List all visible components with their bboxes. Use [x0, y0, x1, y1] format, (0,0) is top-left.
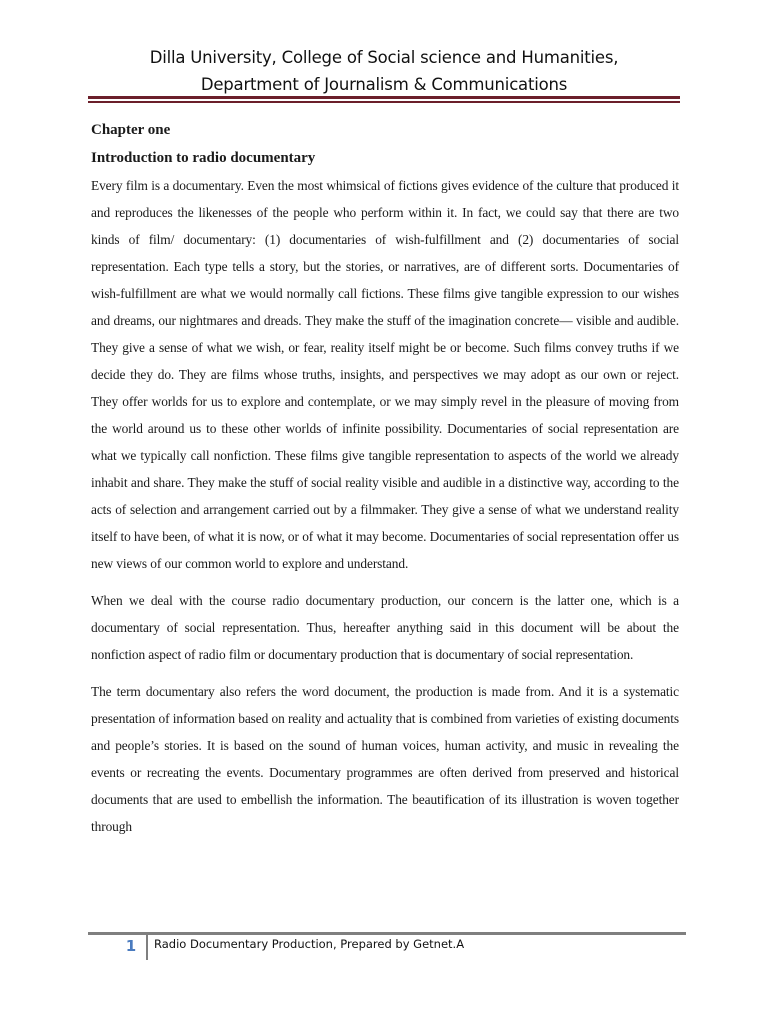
header-divider-thin — [88, 101, 680, 103]
paragraph-3: The term documentary also refers the word document, the production is made from. And it is a systematic presentation of information based on reality and actuality that is combined from varieties of existing documents and people’s stories. It is based on the sound of human voices, human activity, and music in revealing the events or recreating the events. Documentary programmes are often derived from preserved and historical documents that are used to embellish the information. The beautification of its illustration is woven together through — [91, 684, 679, 834]
header-line-institution: Dilla University, College of Social science and Humanities, — [149, 48, 619, 67]
footer-divider — [88, 932, 686, 935]
paragraph-1: Every film is a documentary. Even the most whimsical of fictions gives evidence of the culture that produced it and reproduces the likenesses of the people who perform within it. In fact, we could say that there are two kinds of film/ documentary: (1) documentaries of wish-fulfillment and (2) documentaries of social representation. Each type tells a story, but the stories, or narratives, are of different sorts. Documentaries of wish-fulfillment are what we would normally call fictions. These films give tangible expression to our wishes and dreams, our nightmares and dreads. They make the stuff of the imagination concrete— visible and audible. They give a sense of what we wish, or fear, reality itself might be or become. Such films convey truths if we decide they do. They are films whose truths, insights, and perspectives we may adopt as our own or reject. They offer worlds for us to explore and contemplate, or we may simply revel in the pleasure of moving from the world around us to these other worlds of infinite possibility. Documentaries of social representation are what we typically call nonfiction. These films give tangible representation to aspects of the world we already inhabit and share. They make the stuff of social reality visible and audible in a distinctive way, according to the acts of selection and arrangement carried out by a filmmaker. They give a sense of what we understand reality itself to have been, of what it is now, or of what it may become. Documentaries of social representation offer us new views of our common world to explore and understand. — [91, 178, 679, 571]
paragraph-2: When we deal with the course radio documentary production, our concern is the latter one, which is a documentary of social representation. Thus, hereafter anything said in this document will be about the nonfiction aspect of radio film or documentary production that is documentary of social representation. — [91, 593, 679, 662]
header-divider — [88, 96, 680, 104]
section-title: Introduction to radio documentary — [91, 150, 316, 166]
header-line-department: Department of Journalism & Communications — [200, 75, 568, 94]
page-header — [88, 44, 680, 98]
footer-text: Radio Documentary Production, Prepared by Getnet.A — [154, 937, 465, 951]
footer-vertical-divider — [146, 932, 148, 960]
page-number: 1 — [125, 937, 137, 955]
header-divider-thick — [88, 96, 680, 99]
chapter-label: Chapter one — [91, 122, 171, 138]
document-body — [91, 118, 679, 850]
